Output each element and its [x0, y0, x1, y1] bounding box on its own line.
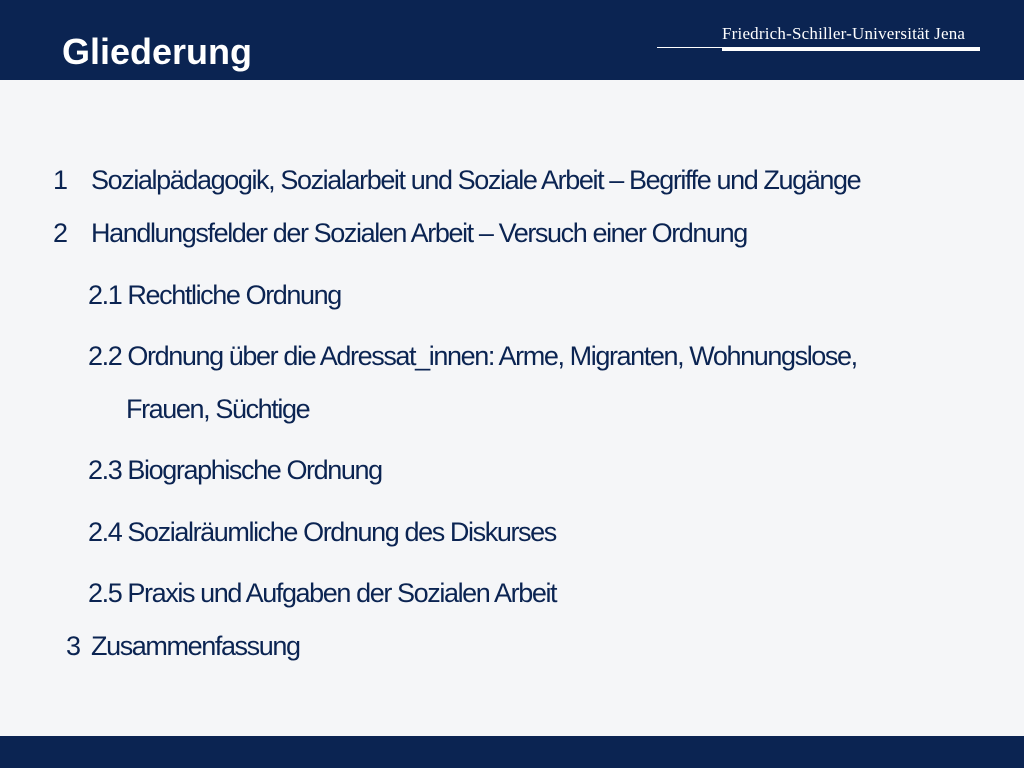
outline-item-2-3: 2.3 Biographische Ordnung	[88, 455, 382, 485]
logo-rule-thick	[722, 47, 980, 51]
outline-item-2-1: 2.1 Rechtliche Ordnung	[88, 280, 341, 310]
outline-item-text: Zusammenfassung	[91, 631, 300, 661]
outline-item-number: 3	[66, 631, 80, 661]
outline-item-2-2: 2.2 Ordnung über die Adressat_innen: Arme, Migranten, Wohnungslose,	[88, 341, 857, 371]
outline-item-2-4: 2.4 Sozialräumliche Ordnung des Diskurses	[88, 517, 556, 547]
university-logo-text: Friedrich-Schiller-Universität Jena	[722, 24, 966, 43]
outline-item-number: 1	[53, 165, 67, 195]
header-bar	[0, 0, 1024, 80]
outline-item-2	[53, 216, 747, 250]
outline-item-3	[66, 629, 300, 663]
outline-item-number: 2	[53, 218, 67, 248]
slide-title: Gliederung	[62, 31, 253, 72]
outline-item-text: Sozialpädagogik, Sozialarbeit und Soziale Arbeit – Begriffe und Zugänge	[91, 165, 861, 195]
outline-item-text: Handlungsfelder der Sozialen Arbeit – Versuch einer Ordnung	[91, 218, 747, 248]
outline-item-2-5: 2.5 Praxis und Aufgaben der Sozialen Arbeit	[88, 578, 557, 608]
footer-bar	[0, 736, 1024, 768]
outline-item-1	[53, 163, 860, 197]
outline-item-2-2-continuation: Frauen, Süchtige	[126, 394, 310, 424]
